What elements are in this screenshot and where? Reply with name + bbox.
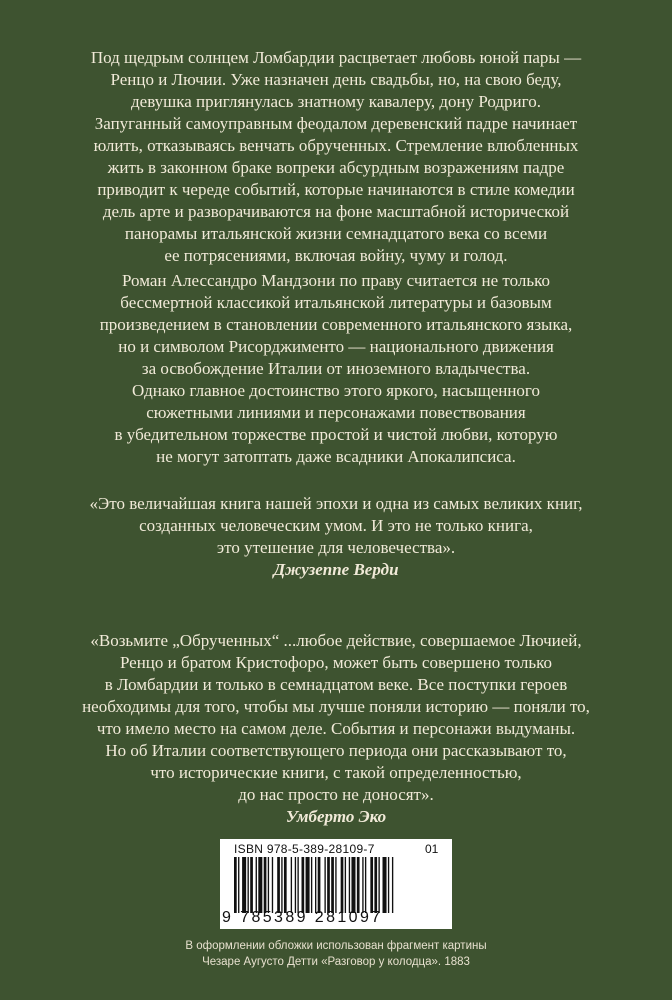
text-line: панорамы итальянской жизни семнадцатого века со всеми (124, 224, 548, 243)
quote-author: Умберто Эко (285, 807, 387, 826)
credit-line: Чезаре Аугусто Детти «Разговор у колодца». 1883 (202, 956, 470, 968)
quote-line: в Ломбардии и только в семнадцатом веке. Все поступки героев (104, 675, 568, 694)
text-line: произведением в становлении современного итальянского языка, (99, 315, 573, 334)
quote-eco (0, 630, 672, 828)
quote-line: созданных человеческим умом. И это не только книга, (139, 516, 533, 535)
quote-verdi (0, 493, 672, 581)
quote-line: «Это величайшая книга нашей эпохи и одна из самых великих книг, (89, 494, 583, 513)
isbn-barcode (220, 839, 452, 929)
credit-line: В оформлении обложки использован фрагмент картины (185, 940, 487, 952)
isbn-label: ISBN 978-5-389-28109-7 (234, 842, 375, 856)
text-line: Запуганный самоуправным феодалом деревенский падре начинает (94, 114, 578, 133)
text-line: Ренцо и Лючии. Уже назначен день свадьбы, но, на свою беду, (110, 70, 562, 89)
quote-author: Джузеппе Верди (273, 560, 399, 579)
quote-line: необходимы для того, чтобы мы лучше поняли историю — поняли то, (82, 697, 590, 716)
description-paragraph-2 (0, 270, 672, 468)
text-line: бессмертной классикой итальянской литературы и базовым (120, 293, 552, 312)
quote-line: что исторические книги, с такой определенностью, (150, 763, 522, 782)
text-line: Роман Алессандро Мандзони по праву считается не только (121, 271, 550, 290)
text-line: приводит к череде событий, которые начинаются в стиле комедии (97, 180, 575, 199)
cover-credit (0, 938, 672, 970)
text-line: за освобождение Италии от иноземного владычества. (141, 359, 531, 378)
quote-line: Ренцо и братом Кристофоро, может быть совершено только (119, 653, 553, 672)
text-line: но и символом Рисорджименто — национального движения (118, 337, 554, 356)
quote-line: что имело место на самом деле. События и персонажи выдуманы. (96, 719, 576, 738)
text-line: в убедительном торжестве простой и чистой любви, которую (114, 425, 558, 444)
text-line: Однако главное достоинство этого яркого, насыщенного (132, 381, 540, 400)
quote-line: это утешение для человечества». (216, 538, 456, 557)
text-line: жить в законном браке вопреки абсурдным возражениям падре (107, 158, 565, 177)
description-paragraph-1 (0, 47, 672, 267)
quote-line: Но об Италии соответствующего периода они рассказывают то, (105, 741, 567, 760)
isbn-addon: 01 (425, 842, 439, 856)
text-line: девушка приглянулась знатному кавалеру, дону Родриго. (131, 92, 541, 111)
text-line: не могут затоптать даже всадники Апокалипсиса. (156, 447, 516, 466)
quote-line: до нас просто не доносят». (238, 785, 434, 804)
quote-line: «Возьмите „Обрученных“ ...любое действие, совершаемое Лючией, (90, 631, 582, 650)
text-line: сюжетными линиями и персонажами повествования (146, 403, 526, 422)
text-line: Под щедрым солнцем Ломбардии расцветает любовь юной пары — (90, 48, 582, 67)
text-line: ее потрясениями, включая войну, чуму и голод. (164, 246, 508, 265)
barcode-bars (234, 857, 444, 913)
barcode-number: 9 785389 281097 (222, 909, 383, 926)
text-line: дель арте и разворачиваются на фоне масштабной исторической (102, 202, 570, 221)
text-line: юлить, отказываясь венчать обрученных. Стремление влюбленных (93, 136, 579, 155)
